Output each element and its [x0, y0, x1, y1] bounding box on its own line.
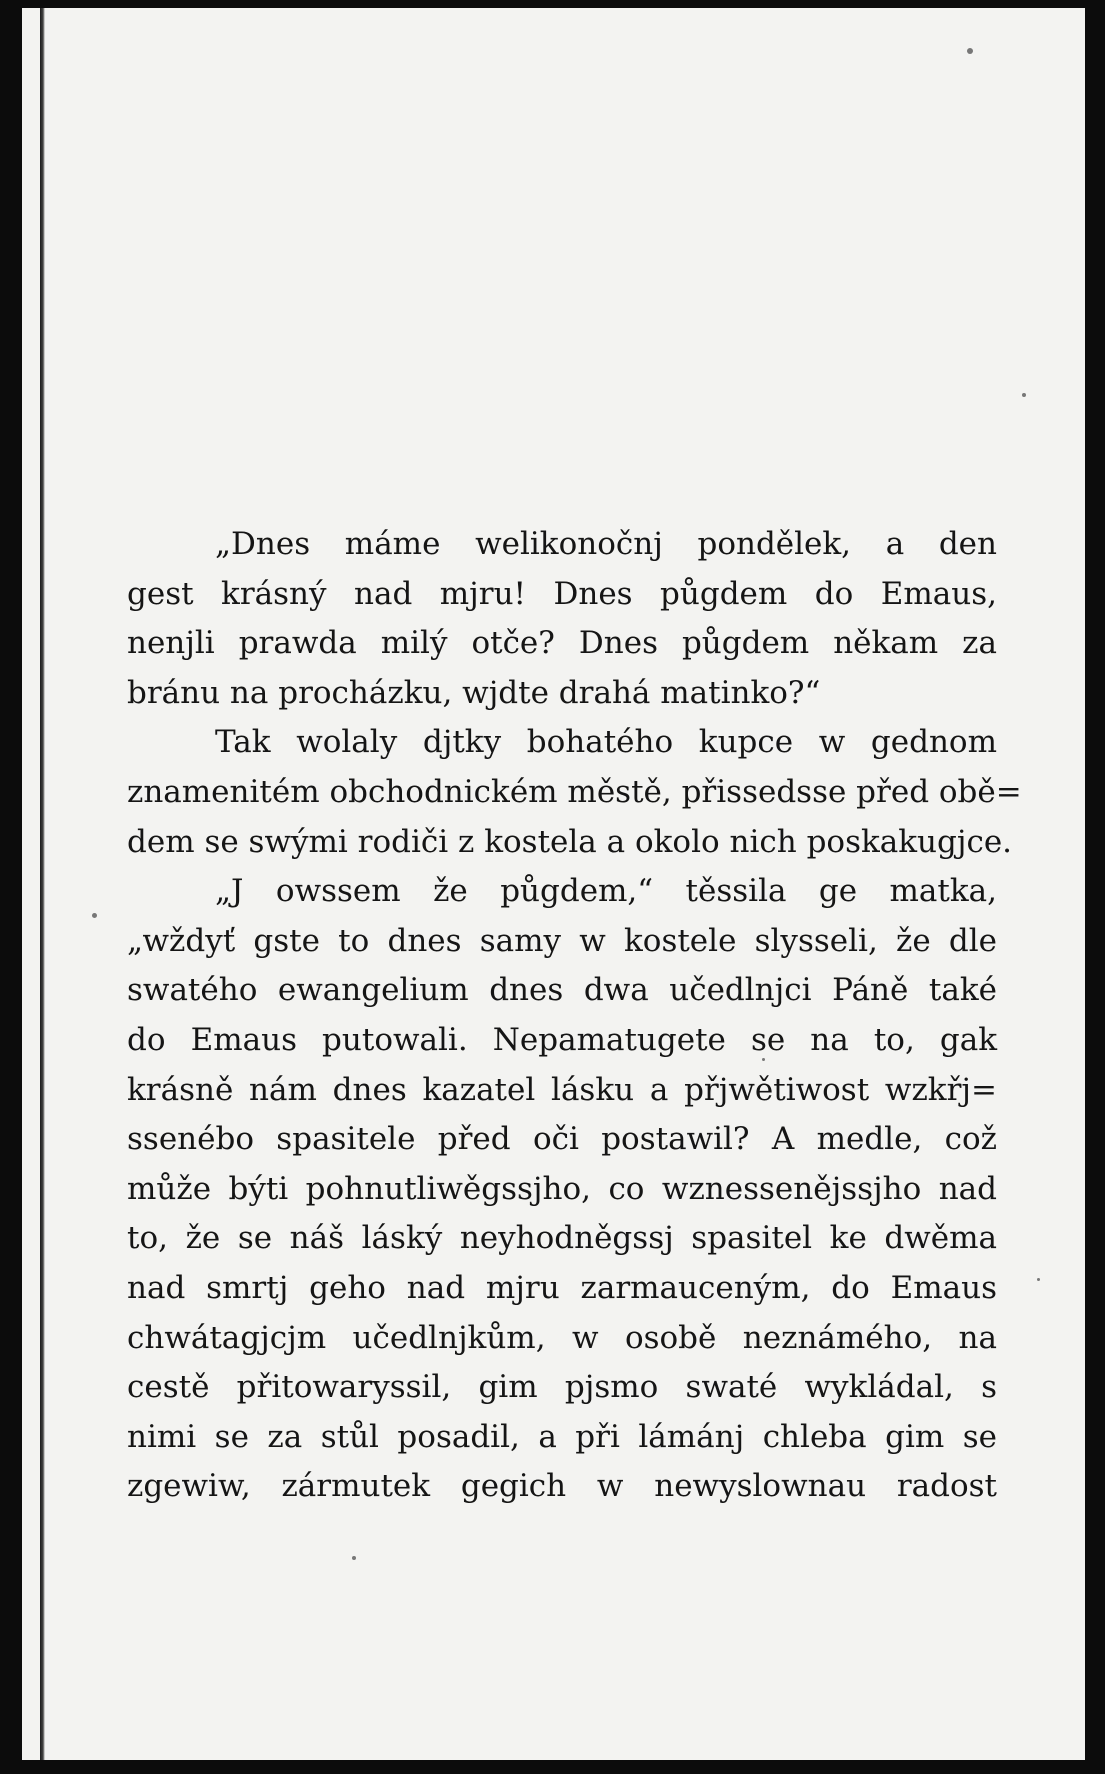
paragraph-3 — [127, 867, 997, 1512]
paragraph-2 — [127, 718, 1022, 867]
page-binding-edge — [40, 8, 45, 1760]
paper-speck — [92, 913, 97, 918]
paper-speck — [967, 48, 973, 54]
text-line: nimi se za stůl posadil, a při lámánj chleba gim se — [127, 1418, 997, 1455]
book-page — [22, 8, 1085, 1760]
body-text — [127, 520, 1022, 1512]
text-line: ssenébo spasitele před oči postawil? A medle, což — [127, 1121, 997, 1158]
paper-speck — [1037, 1278, 1040, 1281]
text-line: „Dnes máme welikonočnj pondělek, a den — [215, 526, 997, 562]
text-line: cestě přitowaryssil, gim pjsmo swaté wykládal, s — [127, 1369, 997, 1406]
text-line: dem se swými rodiči z kostela a okolo nich poskakugjce. — [127, 823, 1013, 860]
text-line: nad smrtj geho nad mjru zarmauceným, do Emaus — [127, 1269, 997, 1306]
text-line: to, že se náš láský neyhodněgssj spasitel ke dwěma — [127, 1220, 997, 1257]
text-line: bránu na procházku, wjdte drahá matinko?“ — [127, 674, 821, 711]
text-line: gest krásný nad mjru! Dnes půgdem do Emaus, — [127, 575, 997, 612]
text-line: může býti pohnutliwěgssjho, co wznessenějssjho nad — [127, 1170, 997, 1207]
paper-speck — [1022, 393, 1026, 397]
text-line: znamenitém obchodnickém městě, přissedsse před obě= — [127, 773, 1022, 810]
text-line: chwátagjcjm učedlnjkům, w osobě neznámého, na — [127, 1319, 997, 1356]
text-line: zgewiw, zármutek gegich w newyslownau radost — [127, 1468, 997, 1505]
text-line: nenjli prawda milý otče? Dnes půgdem někam za — [127, 625, 997, 662]
text-line: krásně nám dnes kazatel lásku a přjwětiwost wzkřj= — [127, 1071, 997, 1108]
paper-speck — [352, 1556, 356, 1560]
text-line: Tak wolaly djtky bohatého kupce w gednom — [215, 724, 997, 761]
text-line: swatého ewangelium dnes dwa učedlnjci Páně také — [127, 972, 997, 1009]
text-line: „J owssem že půgdem,“ těssila ge matka, — [215, 873, 997, 910]
paragraph-1 — [127, 520, 997, 718]
text-line: „wždyť gste to dnes samy w kostele slysseli, že dle — [127, 922, 997, 959]
text-line: do Emaus putowali. Nepamatugete se na to, gak — [127, 1021, 997, 1058]
